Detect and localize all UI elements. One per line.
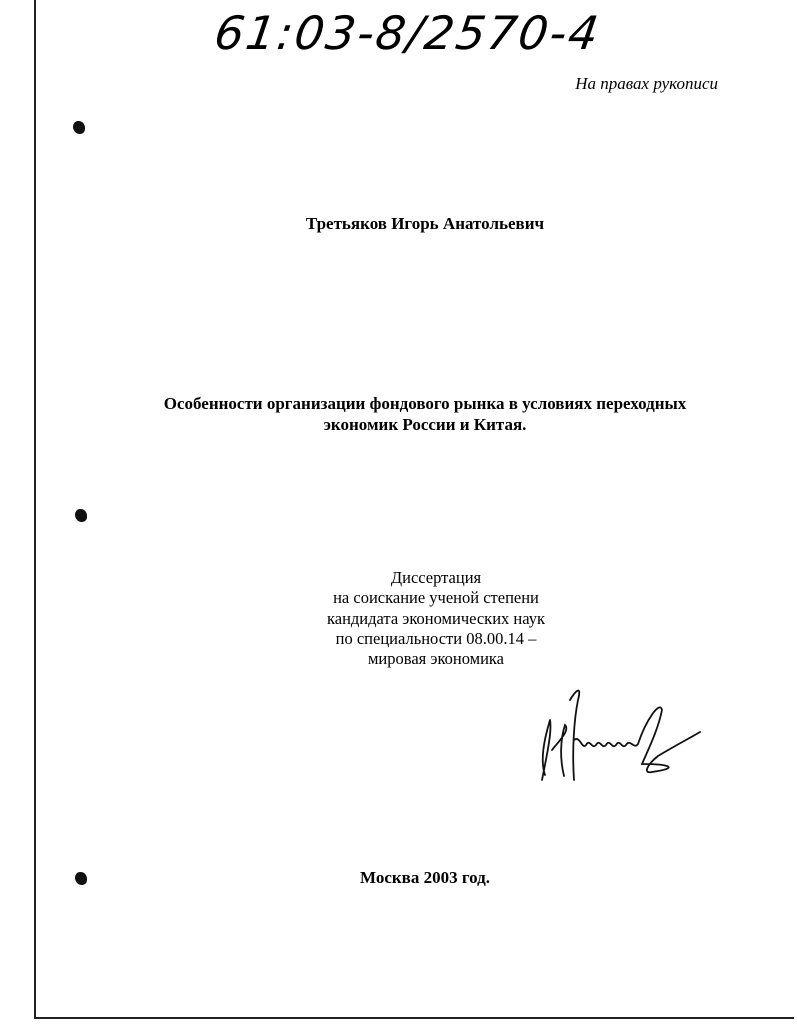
scan-bottom-line — [34, 1017, 794, 1019]
title-line: экономик России и Китая. — [323, 415, 527, 434]
binding-hole-mark — [75, 509, 87, 522]
description-line: мировая экономика — [367, 649, 505, 669]
description-line: Диссертация — [390, 568, 482, 587]
rights-note: На правах рукописи — [575, 74, 718, 93]
scan-margin-line — [34, 0, 36, 1018]
handwritten-archive-number: 61:03-8/2570-4 — [211, 6, 604, 60]
dissertation-description — [0, 568, 797, 669]
city-year: Москва 2003 год. — [360, 868, 490, 887]
binding-hole-mark — [73, 121, 85, 134]
signature — [530, 680, 710, 790]
author-name: Третьяков Игорь Анатольевич — [305, 214, 545, 233]
description-line: кандидата экономических наук — [326, 608, 545, 628]
description-line: на соискание ученой степени — [333, 588, 539, 608]
dissertation-title — [0, 393, 797, 435]
title-line: Особенности организации фондового рынка в условиях переходных — [163, 394, 687, 413]
description-line: по специальности 08.00.14 – — [335, 628, 537, 648]
